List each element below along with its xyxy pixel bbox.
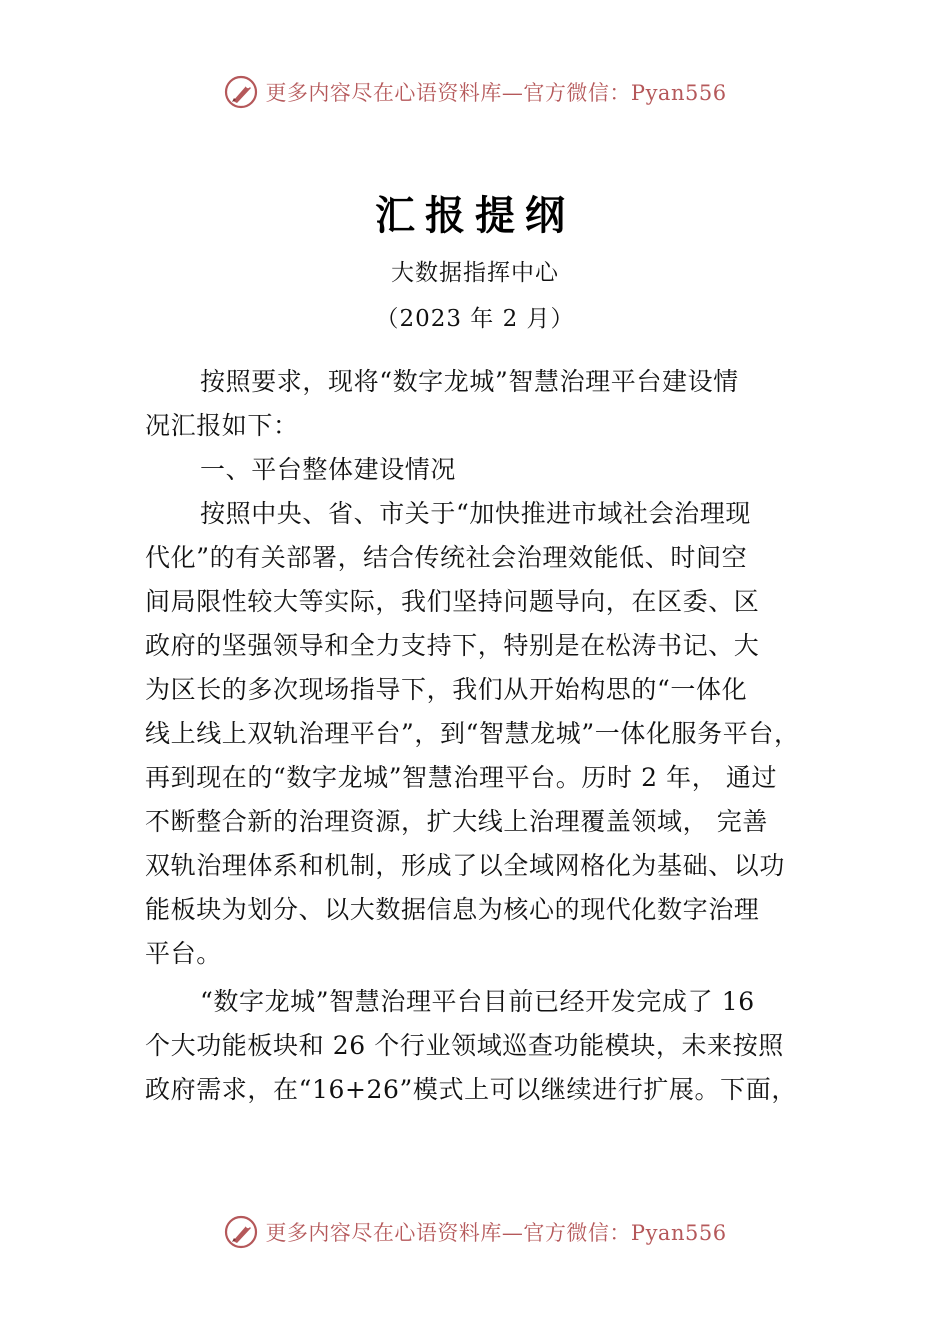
body-line: 为区长的多次现场指导下，我们从开始构思的“一体化	[145, 675, 748, 704]
body-line: 代化”的有关部署，结合传统社会治理效能低、时间空	[145, 543, 748, 572]
fountain-pen-logo-icon	[223, 1214, 259, 1250]
document-date: （2023 年 2 月）	[375, 306, 575, 332]
section-heading: 一、平台整体建设情况	[200, 455, 457, 484]
fountain-pen-logo-icon	[223, 74, 259, 110]
banner-text: 更多内容尽在心语资料库—官方微信：Pyan556	[265, 81, 727, 105]
body-line: 间局限性较大等实际，我们坚持问题导向，在区委、区	[145, 587, 760, 616]
body-line: 政府需求，在“16+26”模式上可以继续进行扩展。下面，	[145, 1075, 797, 1104]
body-line: 双轨治理体系和机制，形成了以全域网格化为基础、以功	[145, 851, 786, 880]
body-line: 平台。	[145, 939, 222, 968]
organization-name: 大数据指挥中心	[391, 260, 559, 286]
body-line: 不断整合新的治理资源，扩大线上治理覆盖领域， 完善	[145, 807, 768, 836]
body-line: 政府的坚强领导和全力支持下，特别是在松涛书记、大	[145, 631, 760, 660]
body-line: 按照中央、省、市关于“加快推进市域社会治理现	[200, 499, 751, 528]
footer-banner	[0, 1210, 950, 1254]
banner-text: 更多内容尽在心语资料库—官方微信：Pyan556	[265, 1221, 727, 1245]
document-title: 汇报提纲	[375, 193, 575, 239]
body-line: “数字龙城”智慧治理平台目前已经开发完成了 16	[200, 987, 755, 1016]
body-line: 能板块为划分、以大数据信息为核心的现代化数字治理	[145, 895, 760, 924]
body-line: 线上线上双轨治理平台”，到“智慧龙城”一体化服务平台，	[145, 719, 800, 748]
body-line: 况汇报如下：	[145, 411, 299, 440]
header-banner	[0, 70, 950, 114]
body-line: 按照要求，现将“数字龙城”智慧治理平台建设情	[200, 367, 739, 396]
body-line: 个大功能板块和 26 个行业领域巡查功能模块，未来按照	[145, 1031, 784, 1060]
body-line: 再到现在的“数字龙城”智慧治理平台。历时 2 年， 通过	[145, 763, 778, 792]
